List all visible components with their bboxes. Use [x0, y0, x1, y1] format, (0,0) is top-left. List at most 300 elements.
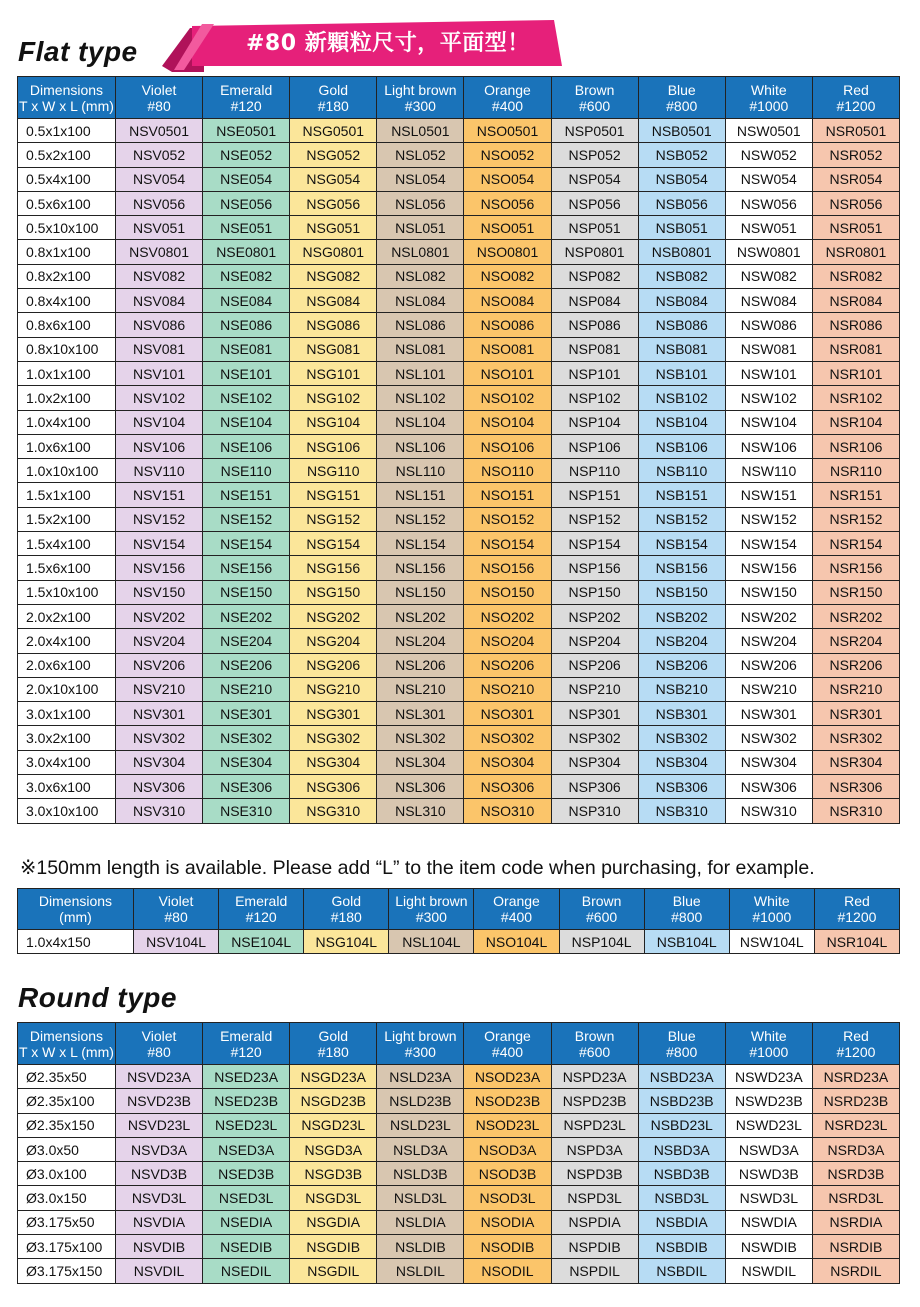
header-color-name: Light brown [384, 1027, 457, 1044]
round-header-brown [551, 1023, 638, 1065]
item-code-cell: NSG202 [290, 604, 377, 628]
item-code-cell: NSW310 [725, 799, 812, 823]
item-code-cell: NSO310 [464, 799, 551, 823]
item-code-cell: NSL104L [389, 930, 474, 954]
item-code-cell: NSL101 [377, 361, 464, 385]
item-code-cell: NSWD3A [725, 1137, 812, 1161]
item-code-cell: NSR0801 [812, 240, 899, 264]
item-code-cell: NSRD23L [812, 1113, 899, 1137]
item-code-cell: NSE204 [203, 629, 290, 653]
item-code-cell: NSP304 [551, 750, 638, 774]
item-code-cell: NSE152 [203, 507, 290, 531]
table-row [18, 775, 900, 799]
item-code-cell: NSG106 [290, 434, 377, 458]
item-code-cell: NSVD3L [116, 1186, 203, 1210]
item-code-cell: NSW154 [725, 532, 812, 556]
flat-header-dimensions [18, 77, 116, 119]
item-code-cell: NSB310 [638, 799, 725, 823]
header-color-name: Emerald [220, 81, 273, 98]
round-header-row [18, 1023, 900, 1065]
item-code-cell: NSB156 [638, 556, 725, 580]
header-color-name: Light brown [395, 893, 468, 909]
item-code-cell: NSB306 [638, 775, 725, 799]
table-row [18, 459, 900, 483]
item-code-cell: NSR210 [812, 677, 899, 701]
item-code-cell: NSE306 [203, 775, 290, 799]
header-color-name: Emerald [235, 893, 288, 909]
item-code-cell: NSGDIL [290, 1259, 377, 1283]
item-code-cell: NSW0501 [725, 119, 812, 143]
item-code-cell: NSV054 [116, 167, 203, 191]
item-code-cell: NSE302 [203, 726, 290, 750]
item-code-cell: NSB154 [638, 532, 725, 556]
item-code-cell: NSGD23B [290, 1089, 377, 1113]
table-row [18, 313, 900, 337]
item-code-cell: NSE054 [203, 167, 290, 191]
header-grit: #400 [500, 909, 533, 925]
item-code-cell: NSW110 [725, 459, 812, 483]
item-code-cell: NSV151 [116, 483, 203, 507]
table-row [18, 216, 900, 240]
item-code-cell: NSED23B [203, 1089, 290, 1113]
item-code-cell: NSOD23A [464, 1065, 551, 1089]
item-code-cell: NSW302 [725, 726, 812, 750]
header-color-name: Brown [574, 1027, 615, 1044]
item-code-cell: NSO104L [474, 930, 559, 954]
round-header-blue [638, 1023, 725, 1065]
item-code-cell: NSW086 [725, 313, 812, 337]
item-code-cell: NSG154 [290, 532, 377, 556]
item-code-cell: NSB0801 [638, 240, 725, 264]
table-row [18, 580, 900, 604]
item-code-cell: NSRD23A [812, 1065, 899, 1089]
round-header-gold [290, 1023, 377, 1065]
header-color-name: Red [843, 81, 869, 98]
item-code-cell: NSO152 [464, 507, 551, 531]
item-code-cell: NSO151 [464, 483, 551, 507]
table-row [18, 191, 900, 215]
table-row [18, 143, 900, 167]
item-code-cell: NSG310 [290, 799, 377, 823]
item-code-cell: NSLD3B [377, 1162, 464, 1186]
header-color-name: Violet [141, 1027, 177, 1044]
item-code-cell: NSLDIB [377, 1235, 464, 1259]
item-code-cell: NSL204 [377, 629, 464, 653]
table-row [18, 726, 900, 750]
item-code-cell: NSV154 [116, 532, 203, 556]
item-code-cell: NSED3A [203, 1137, 290, 1161]
table-row [18, 337, 900, 361]
item-code-cell: NSPD3L [551, 1186, 638, 1210]
item-code-cell: NSW081 [725, 337, 812, 361]
item-code-cell: NSE106 [203, 434, 290, 458]
item-code-cell: NSP052 [551, 143, 638, 167]
item-code-cell: NSW0801 [725, 240, 812, 264]
dimension-cell: 0.8x1x100 [18, 240, 116, 264]
item-code-cell: NSE150 [203, 580, 290, 604]
table-row [18, 240, 900, 264]
item-code-cell: NSB150 [638, 580, 725, 604]
item-code-cell: NSBD23B [638, 1089, 725, 1113]
item-code-cell: NSW104 [725, 410, 812, 434]
item-code-cell: NSO084 [464, 289, 551, 313]
item-code-cell: NSWD23A [725, 1065, 812, 1089]
long-header-blue [644, 889, 729, 930]
dimension-cell: 0.5x4x100 [18, 167, 116, 191]
item-code-cell: NSG084 [290, 289, 377, 313]
item-code-cell: NSW082 [725, 264, 812, 288]
table-row [18, 629, 900, 653]
item-code-cell: NSWD3L [725, 1186, 812, 1210]
item-code-cell: NSG306 [290, 775, 377, 799]
table-row [18, 386, 900, 410]
item-code-cell: NSB084 [638, 289, 725, 313]
item-code-cell: NSODIA [464, 1210, 551, 1234]
table-row [18, 1162, 900, 1186]
item-code-cell: NSP206 [551, 653, 638, 677]
item-code-cell: NSB210 [638, 677, 725, 701]
item-code-cell: NSW054 [725, 167, 812, 191]
item-code-cell: NSB151 [638, 483, 725, 507]
item-code-cell: NSODIB [464, 1235, 551, 1259]
item-code-cell: NSE102 [203, 386, 290, 410]
item-code-cell: NSG056 [290, 191, 377, 215]
item-code-cell: NSWD3B [725, 1162, 812, 1186]
long-header-dimensions [18, 889, 134, 930]
item-code-cell: NSBD3B [638, 1162, 725, 1186]
item-code-cell: NSG104L [304, 930, 389, 954]
table-row [18, 167, 900, 191]
item-code-cell: NSB302 [638, 726, 725, 750]
item-code-cell: NSVDIA [116, 1210, 203, 1234]
dimension-cell: 0.5x2x100 [18, 143, 116, 167]
table-row [18, 1259, 900, 1283]
item-code-cell: NSG206 [290, 653, 377, 677]
dimension-cell: 2.0x6x100 [18, 653, 116, 677]
item-code-cell: NSPDIL [551, 1259, 638, 1283]
item-code-cell: NSWDIL [725, 1259, 812, 1283]
item-code-cell: NSP054 [551, 167, 638, 191]
item-code-cell: NSB082 [638, 264, 725, 288]
item-code-cell: NSP104L [559, 930, 644, 954]
item-code-cell: NSW102 [725, 386, 812, 410]
item-code-cell: NSL151 [377, 483, 464, 507]
item-code-cell: NSE110 [203, 459, 290, 483]
item-code-cell: NSB106 [638, 434, 725, 458]
item-code-cell: NSB206 [638, 653, 725, 677]
header-color-name: Gold [318, 1027, 349, 1044]
item-code-cell: NSV082 [116, 264, 203, 288]
item-code-cell: NSLD23B [377, 1089, 464, 1113]
item-code-cell: NSEDIA [203, 1210, 290, 1234]
item-code-cell: NSL084 [377, 289, 464, 313]
item-code-cell: NSG0501 [290, 119, 377, 143]
item-code-cell: NSW150 [725, 580, 812, 604]
item-code-cell: NSV104L [134, 930, 219, 954]
item-code-cell: NSE304 [203, 750, 290, 774]
item-code-cell: NSP104 [551, 410, 638, 434]
table-row [18, 677, 900, 701]
table-row [18, 1235, 900, 1259]
flat-header-blue [638, 77, 725, 119]
header-grit: #80 [147, 97, 171, 114]
item-code-cell: NSB104L [644, 930, 729, 954]
item-code-cell: NSP204 [551, 629, 638, 653]
item-code-cell: NSPDIB [551, 1235, 638, 1259]
long-header-light-brown [389, 889, 474, 930]
item-code-cell: NSO051 [464, 216, 551, 240]
header-grit: #180 [317, 1043, 349, 1060]
item-code-cell: NSW206 [725, 653, 812, 677]
item-code-cell: NSPD23A [551, 1065, 638, 1089]
item-code-cell: NSRD23B [812, 1089, 899, 1113]
item-code-cell: NSP086 [551, 313, 638, 337]
item-code-cell: NSBDIB [638, 1235, 725, 1259]
item-code-cell: NSPD3A [551, 1137, 638, 1161]
dimension-cell: Ø3.175x100 [18, 1235, 116, 1259]
item-code-cell: NSP106 [551, 434, 638, 458]
item-code-cell: NSB102 [638, 386, 725, 410]
header-color-name: Blue [667, 81, 696, 98]
header-color-name: Orange [493, 893, 540, 909]
dimension-cell: 1.0x2x100 [18, 386, 116, 410]
item-code-cell: NSR102 [812, 386, 899, 410]
item-code-cell: NSG104 [290, 410, 377, 434]
item-code-cell: NSV206 [116, 653, 203, 677]
long-header-red [814, 889, 899, 930]
table-row [18, 1065, 900, 1089]
header-grit: #80 [147, 1043, 171, 1060]
header-grit: #1200 [836, 97, 876, 114]
item-code-cell: NSW304 [725, 750, 812, 774]
item-code-cell: NSB204 [638, 629, 725, 653]
item-code-cell: NSOD23L [464, 1113, 551, 1137]
item-code-cell: NSP310 [551, 799, 638, 823]
item-code-cell: NSG0801 [290, 240, 377, 264]
header-grit: #600 [586, 909, 618, 925]
item-code-cell: NSG210 [290, 677, 377, 701]
item-code-cell: NSE101 [203, 361, 290, 385]
item-code-cell: NSW152 [725, 507, 812, 531]
item-code-cell: NSE210 [203, 677, 290, 701]
flat-header-brown [551, 77, 638, 119]
table-row [18, 410, 900, 434]
item-code-cell: NSG102 [290, 386, 377, 410]
item-code-cell: NSO082 [464, 264, 551, 288]
item-code-cell: NSE082 [203, 264, 290, 288]
item-code-cell: NSR304 [812, 750, 899, 774]
banner-text: #80 新顆粒尺寸，平面型！ [246, 31, 530, 56]
item-code-cell: NSO052 [464, 143, 551, 167]
item-code-cell: NSP081 [551, 337, 638, 361]
item-code-cell: NSE154 [203, 532, 290, 556]
item-code-cell: NSR150 [812, 580, 899, 604]
item-code-cell: NSB051 [638, 216, 725, 240]
item-code-cell: NSR156 [812, 556, 899, 580]
header-grit: #1000 [749, 1043, 789, 1060]
table-row [18, 799, 900, 823]
item-code-cell: NSR082 [812, 264, 899, 288]
item-code-cell: NSE086 [203, 313, 290, 337]
item-code-cell: NSR110 [812, 459, 899, 483]
item-code-cell: NSB104 [638, 410, 725, 434]
header-color-name: White [753, 893, 790, 909]
item-code-cell: NSV152 [116, 507, 203, 531]
header-grit: #800 [671, 909, 703, 925]
header-color-name: Blue [672, 893, 701, 909]
item-code-cell: NSV056 [116, 191, 203, 215]
dimension-cell: 1.0x4x150 [18, 930, 134, 954]
item-code-cell: NSR104L [814, 930, 899, 954]
table-row [18, 289, 900, 313]
table-row [18, 1210, 900, 1234]
item-code-cell: NSO301 [464, 702, 551, 726]
item-code-cell: NSL152 [377, 507, 464, 531]
table-row [18, 750, 900, 774]
item-code-cell: NSE156 [203, 556, 290, 580]
item-code-cell: NSW204 [725, 629, 812, 653]
item-code-cell: NSV084 [116, 289, 203, 313]
item-code-cell: NSL150 [377, 580, 464, 604]
item-code-cell: NSL104 [377, 410, 464, 434]
table-row [18, 1186, 900, 1210]
item-code-cell: NSRDIL [812, 1259, 899, 1283]
item-code-cell: NSG110 [290, 459, 377, 483]
item-code-cell: NSP301 [551, 702, 638, 726]
long-header-brown [559, 889, 644, 930]
item-code-cell: NSV210 [116, 677, 203, 701]
item-code-cell: NSVD23B [116, 1089, 203, 1113]
header-color-name: Orange [484, 1027, 531, 1044]
item-code-cell: NSB081 [638, 337, 725, 361]
item-code-cell: NSOD3L [464, 1186, 551, 1210]
item-code-cell: NSE301 [203, 702, 290, 726]
item-code-cell: NSG151 [290, 483, 377, 507]
header-grit: #180 [317, 97, 349, 114]
item-code-cell: NSR086 [812, 313, 899, 337]
item-code-cell: NSL302 [377, 726, 464, 750]
item-code-cell: NSR206 [812, 653, 899, 677]
header-dimensions-line: Dimensions [29, 81, 104, 98]
header-color-name: Violet [158, 893, 194, 909]
item-code-cell: NSG086 [290, 313, 377, 337]
item-code-cell: NSB152 [638, 507, 725, 531]
dimension-cell: 0.5x10x100 [18, 216, 116, 240]
item-code-cell: NSRD3B [812, 1162, 899, 1186]
item-code-cell: NSG101 [290, 361, 377, 385]
item-code-cell: NSB054 [638, 167, 725, 191]
item-code-cell: NSO101 [464, 361, 551, 385]
long-header-violet [134, 889, 219, 930]
header-color-name: Brown [581, 893, 622, 909]
dimension-cell: 1.0x4x100 [18, 410, 116, 434]
item-code-cell: NSR202 [812, 604, 899, 628]
item-code-cell: NSP151 [551, 483, 638, 507]
item-code-cell: NSO204 [464, 629, 551, 653]
item-code-cell: NSW056 [725, 191, 812, 215]
dimension-cell: Ø3.175x150 [18, 1259, 116, 1283]
item-code-cell: NSPDIA [551, 1210, 638, 1234]
item-code-cell: NSL202 [377, 604, 464, 628]
header-grit: #800 [666, 97, 698, 114]
item-code-cell: NSPD23L [551, 1113, 638, 1137]
item-code-cell: NSEDIB [203, 1235, 290, 1259]
item-code-cell: NSLD23L [377, 1113, 464, 1137]
header-color-name: Blue [667, 1027, 696, 1044]
item-code-cell: NSRDIB [812, 1235, 899, 1259]
item-code-cell: NSE0501 [203, 119, 290, 143]
header-grit: #600 [579, 97, 611, 114]
dimension-cell: Ø3.0x50 [18, 1137, 116, 1161]
item-code-cell: NSV086 [116, 313, 203, 337]
item-code-cell: NSE081 [203, 337, 290, 361]
item-code-cell: NSL0501 [377, 119, 464, 143]
item-code-cell: NSR151 [812, 483, 899, 507]
item-code-cell: NSR306 [812, 775, 899, 799]
item-code-cell: NSE104 [203, 410, 290, 434]
item-code-cell: NSV101 [116, 361, 203, 385]
item-code-cell: NSR101 [812, 361, 899, 385]
item-code-cell: NSGD23A [290, 1065, 377, 1089]
item-code-cell: NSL052 [377, 143, 464, 167]
item-code-cell: NSB110 [638, 459, 725, 483]
table-row [18, 1089, 900, 1113]
item-code-cell: NSLDIL [377, 1259, 464, 1283]
round-type-title: Round type [18, 982, 177, 1013]
table-row [18, 119, 900, 143]
table-row [18, 361, 900, 385]
item-code-cell: NSW306 [725, 775, 812, 799]
item-code-cell: NSV110 [116, 459, 203, 483]
item-code-cell: NSW301 [725, 702, 812, 726]
item-code-cell: NSR302 [812, 726, 899, 750]
item-code-cell: NSP056 [551, 191, 638, 215]
round-header-light-brown [377, 1023, 464, 1065]
item-code-cell: NSL054 [377, 167, 464, 191]
item-code-cell: NSRD3A [812, 1137, 899, 1161]
long-header-emerald [219, 889, 304, 930]
header-color-name: White [750, 1027, 787, 1044]
table-row [18, 556, 900, 580]
item-code-cell: NSL056 [377, 191, 464, 215]
round-header-orange [464, 1023, 551, 1065]
item-code-cell: NSP110 [551, 459, 638, 483]
item-code-cell: NSPD3B [551, 1162, 638, 1186]
item-code-cell: NSW051 [725, 216, 812, 240]
item-code-cell: NSED23A [203, 1065, 290, 1089]
item-code-cell: NSO102 [464, 386, 551, 410]
item-code-cell: NSE104L [219, 930, 304, 954]
header-color-name: Violet [141, 81, 177, 98]
header-grit: #400 [491, 97, 524, 114]
item-code-cell: NSG051 [290, 216, 377, 240]
item-code-cell: NSV301 [116, 702, 203, 726]
table-row [18, 264, 900, 288]
item-code-cell: NSWDIB [725, 1235, 812, 1259]
item-code-cell: NSG156 [290, 556, 377, 580]
item-code-cell: NSG054 [290, 167, 377, 191]
flat-header-red [812, 77, 899, 119]
item-code-cell: NSO210 [464, 677, 551, 701]
item-code-cell: NSBD23A [638, 1065, 725, 1089]
flat-header-row [18, 77, 900, 119]
table-row [18, 1137, 900, 1161]
header-color-name: Orange [484, 81, 531, 98]
item-code-cell: NSB052 [638, 143, 725, 167]
item-code-cell: NSRD3L [812, 1186, 899, 1210]
item-code-cell: NSL110 [377, 459, 464, 483]
dimension-cell: 1.5x6x100 [18, 556, 116, 580]
